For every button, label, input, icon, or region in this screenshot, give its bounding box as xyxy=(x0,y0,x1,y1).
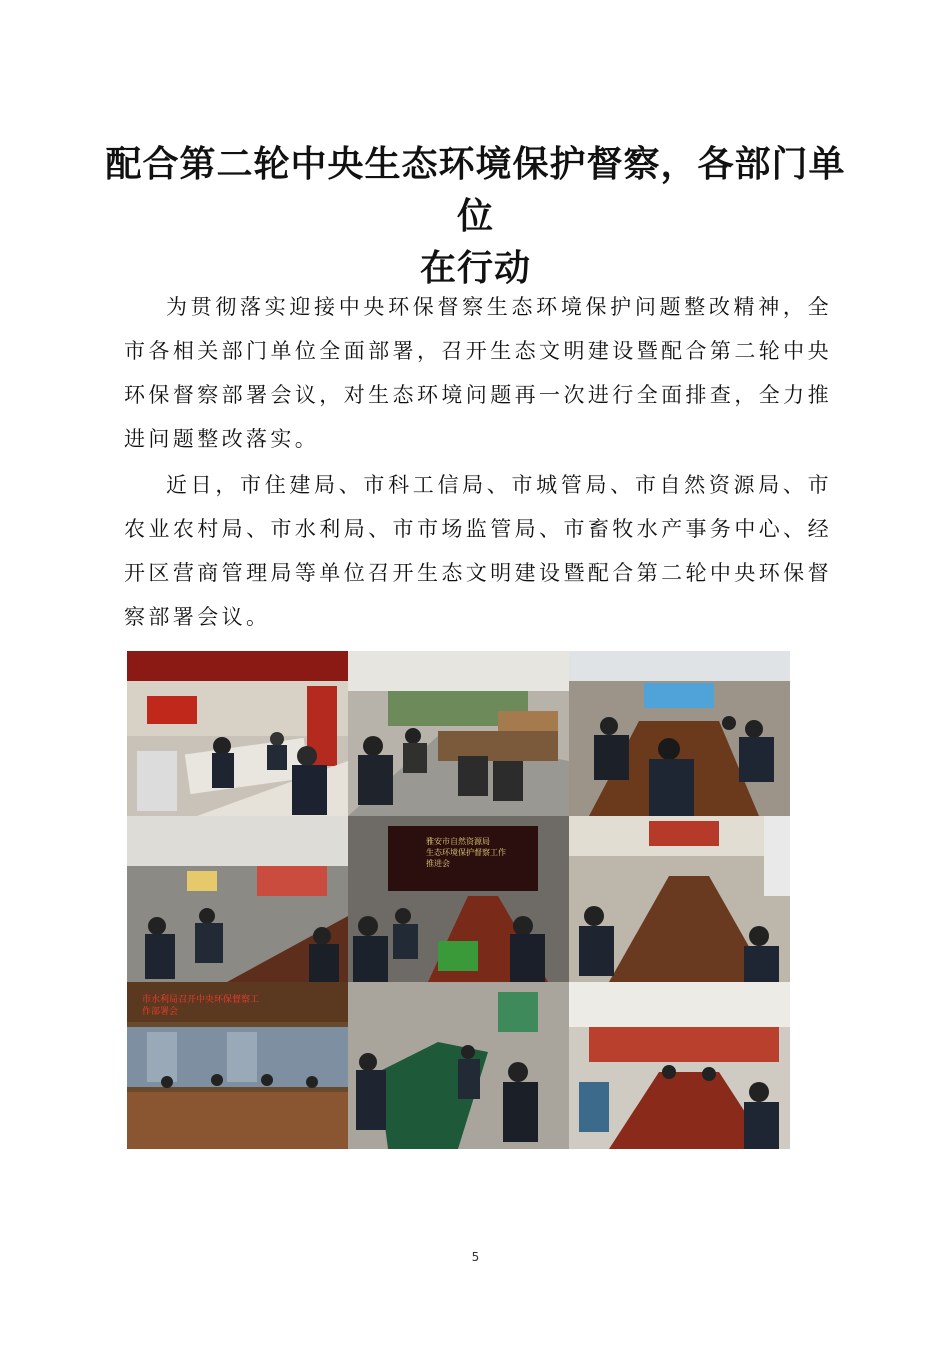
page-number: 5 xyxy=(471,1250,480,1264)
meeting-photo-1 xyxy=(127,651,348,816)
meeting-photo-3 xyxy=(569,651,790,816)
meeting-photo-2 xyxy=(348,651,569,816)
title-line-2: 在行动 xyxy=(419,247,531,289)
meeting-photo-8 xyxy=(348,982,569,1149)
meeting-photo-7 xyxy=(127,982,348,1149)
meeting-photo-5 xyxy=(348,816,569,982)
meeting-photo-9 xyxy=(569,982,790,1149)
paragraph-1: 为贯彻落实迎接中央环保督察生态环境保护问题整改精神，全市各相关部门单位全面部署，召开生态文明建设暨配合第二轮中央环保督察部署会议，对生态环境问题再一次进行全面排查，全力推进问题整改落实。 xyxy=(124,295,832,451)
photo5-banner-text: 雅安市自然资源局 生态环境保护督察工作 推进会 xyxy=(426,837,506,868)
photo7-banner-text: 市水利局召开中央环保督察工 作部署会 xyxy=(142,995,260,1017)
page-title xyxy=(100,138,851,294)
paragraph-2: 近日，市住建局、市科工信局、市城管局、市自然资源局、市农业农村局、市水利局、市市场监管局、市畜牧水产事务中心、经开区营商管理局等单位召开生态文明建设暨配合第二轮中央环保督察部署会议。 xyxy=(124,473,832,629)
photo-collage xyxy=(127,651,790,1149)
title-line-1: 配合第二轮中央生态环境保护督察，各部门单位 xyxy=(105,143,846,237)
meeting-photo-4 xyxy=(127,816,348,982)
meeting-photo-6 xyxy=(569,816,790,982)
